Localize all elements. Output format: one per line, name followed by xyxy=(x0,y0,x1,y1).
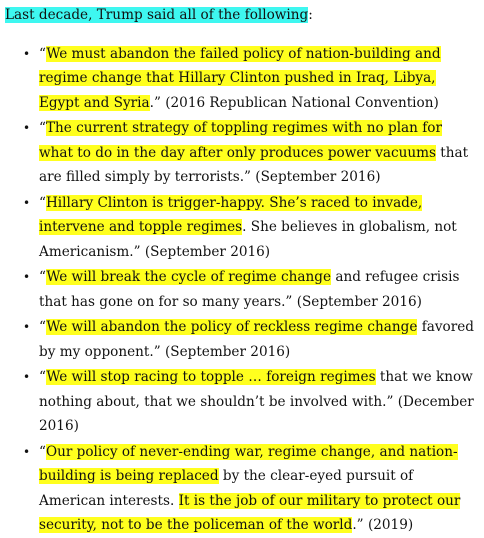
list-item xyxy=(5,315,478,364)
quote-highlighted-text: We will stop racing to topple … foreign regimes xyxy=(46,369,376,385)
bullet-icon: • xyxy=(23,46,31,61)
list-item xyxy=(5,440,478,538)
quote-middle-text: by the clear-eyed pursuit of American interests. xyxy=(39,468,414,509)
list-item xyxy=(5,191,478,265)
open-quote: “ xyxy=(39,443,46,460)
open-quote: “ xyxy=(39,369,47,385)
list-item xyxy=(5,116,478,190)
intro-line xyxy=(5,3,478,28)
list-item xyxy=(5,265,478,314)
bullet-icon: • xyxy=(23,444,31,459)
quote-highlighted-text-2: It is the job of our military to protect our security, not to be the policeman of the world xyxy=(39,492,461,533)
open-quote: “ xyxy=(39,269,47,285)
open-quote: “ xyxy=(39,194,46,211)
quote-rest-text: .” (2016 Republican National Convention) xyxy=(149,94,439,111)
list-item xyxy=(5,42,478,116)
open-quote: “ xyxy=(39,120,46,136)
quote-highlighted-text: We will break the cycle of regime change xyxy=(46,269,332,285)
quote-highlighted-text: We must abandon the failed policy of nation-building and regime change that Hillary Clinton pushed in Iraq, Libya, Egypt and Syria xyxy=(39,45,441,111)
quote-list xyxy=(5,42,478,538)
quote-highlighted-text: We will abandon the policy of reckless regime change xyxy=(46,319,418,335)
quote-rest-text: that we know nothing about, that we shouldn’t be involved with.” (December 2016) xyxy=(39,369,474,434)
quote-rest-text: favored by my opponent.” (September 2016) xyxy=(39,319,474,360)
bullet-icon: • xyxy=(23,270,31,284)
intro-highlighted-text: Last decade, Trump said all of the following xyxy=(5,7,309,23)
intro-colon: : xyxy=(308,7,313,23)
bullet-icon: • xyxy=(23,121,31,135)
open-quote: “ xyxy=(39,45,47,62)
quote-highlighted-text: The current strategy of toppling regimes with no plan for what to do in the day after only produces power vacuums xyxy=(39,120,442,161)
bullet-icon: • xyxy=(23,370,31,384)
bullet-icon: • xyxy=(23,320,31,334)
quote-rest-text: and refugee crisis that has gone on for so many years.” (September 2016) xyxy=(39,269,460,310)
quote-rest-text: .” (2019) xyxy=(352,517,414,533)
quote-rest-text: that are filled simply by terrorists.” (September 2016) xyxy=(39,144,469,185)
quote-highlighted-text: Our policy of never-ending war, regime change, and nation-building is being replaced xyxy=(39,443,458,484)
quote-highlighted-text: Hillary Clinton is trigger-happy. She’s raced to invade, intervene and topple regimes xyxy=(39,194,423,235)
list-item xyxy=(5,365,478,439)
quote-rest-text: . She believes in globalism, not Americanism.” (September 2016) xyxy=(39,219,457,260)
open-quote: “ xyxy=(39,319,47,335)
bullet-icon: • xyxy=(23,195,31,210)
